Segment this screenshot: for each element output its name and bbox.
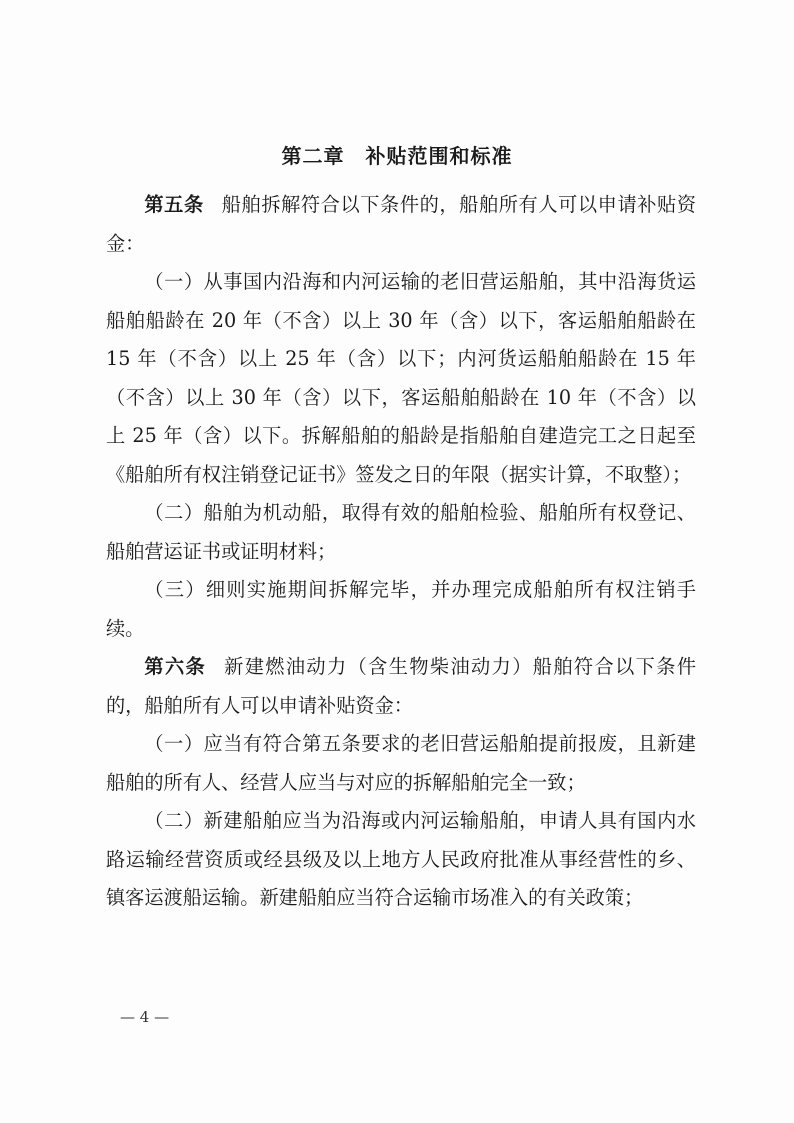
paragraph-text: 船舶拆解符合以下条件的，船舶所有人可以申请补贴资金： [106, 193, 697, 255]
paragraph-text: （二）船舶为机动船，取得有效的船舶检验、船舶所有权登记、船舶营运证书或证明材料； [106, 501, 696, 563]
paragraph-article-6 [106, 648, 696, 725]
paragraph-text: （一）应当有符合第五条要求的老旧营运船舶提前报废，且新建船舶的所有人、经营人应当与对应的拆解船舶完全一致； [106, 732, 696, 794]
paragraph-text: （一）从事国内沿海和内河运输的老旧营运船舶，其中沿海货运船舶船龄在 20 年（不含）以上 30 年（含）以下，客运船舶船龄在 15 年（不含）以上 25 年（含）以下；内河货运船舶船龄在 15 年（不含）以上 30 年（含）以下，客运船舶船龄在 10 年（不含）以上 25 年（含）以下。拆解船舶的船龄是指船舶自建造完工之日起至《船舶所有权注销登记证书》签发之日的年限（据实计算，不取整）； [106, 270, 696, 486]
paragraph-item-2 [106, 802, 696, 918]
paragraph-item-1 [106, 725, 696, 802]
paragraph-item-2 [106, 494, 696, 571]
article-label: 第六条 [144, 655, 207, 678]
paragraph-text: 新建燃油动力（含生物柴油动力）船舶符合以下条件的，船舶所有人可以申请补贴资金： [106, 655, 697, 717]
paragraph-text: （三）细则实施期间拆解完毕，并办理完成船舶所有权注销手续。 [106, 578, 696, 640]
page-number: — 4 — [120, 1008, 170, 1026]
paragraph-item-3 [106, 571, 696, 648]
paragraph-item-1 [106, 263, 696, 494]
chapter-title: 第二章 补贴范围和标准 [281, 144, 513, 168]
paragraph-text: （二）新建船舶应当为沿海或内河运输船舶，申请人具有国内水路运输经营资质或经县级及以上地方人民政府批准从事经营性的乡、镇客运渡船运输。新建船舶应当符合运输市场准入的有关政策； [106, 809, 696, 909]
paragraph-article-5 [106, 186, 696, 263]
document-body [106, 186, 696, 918]
article-label: 第五条 [144, 193, 204, 216]
